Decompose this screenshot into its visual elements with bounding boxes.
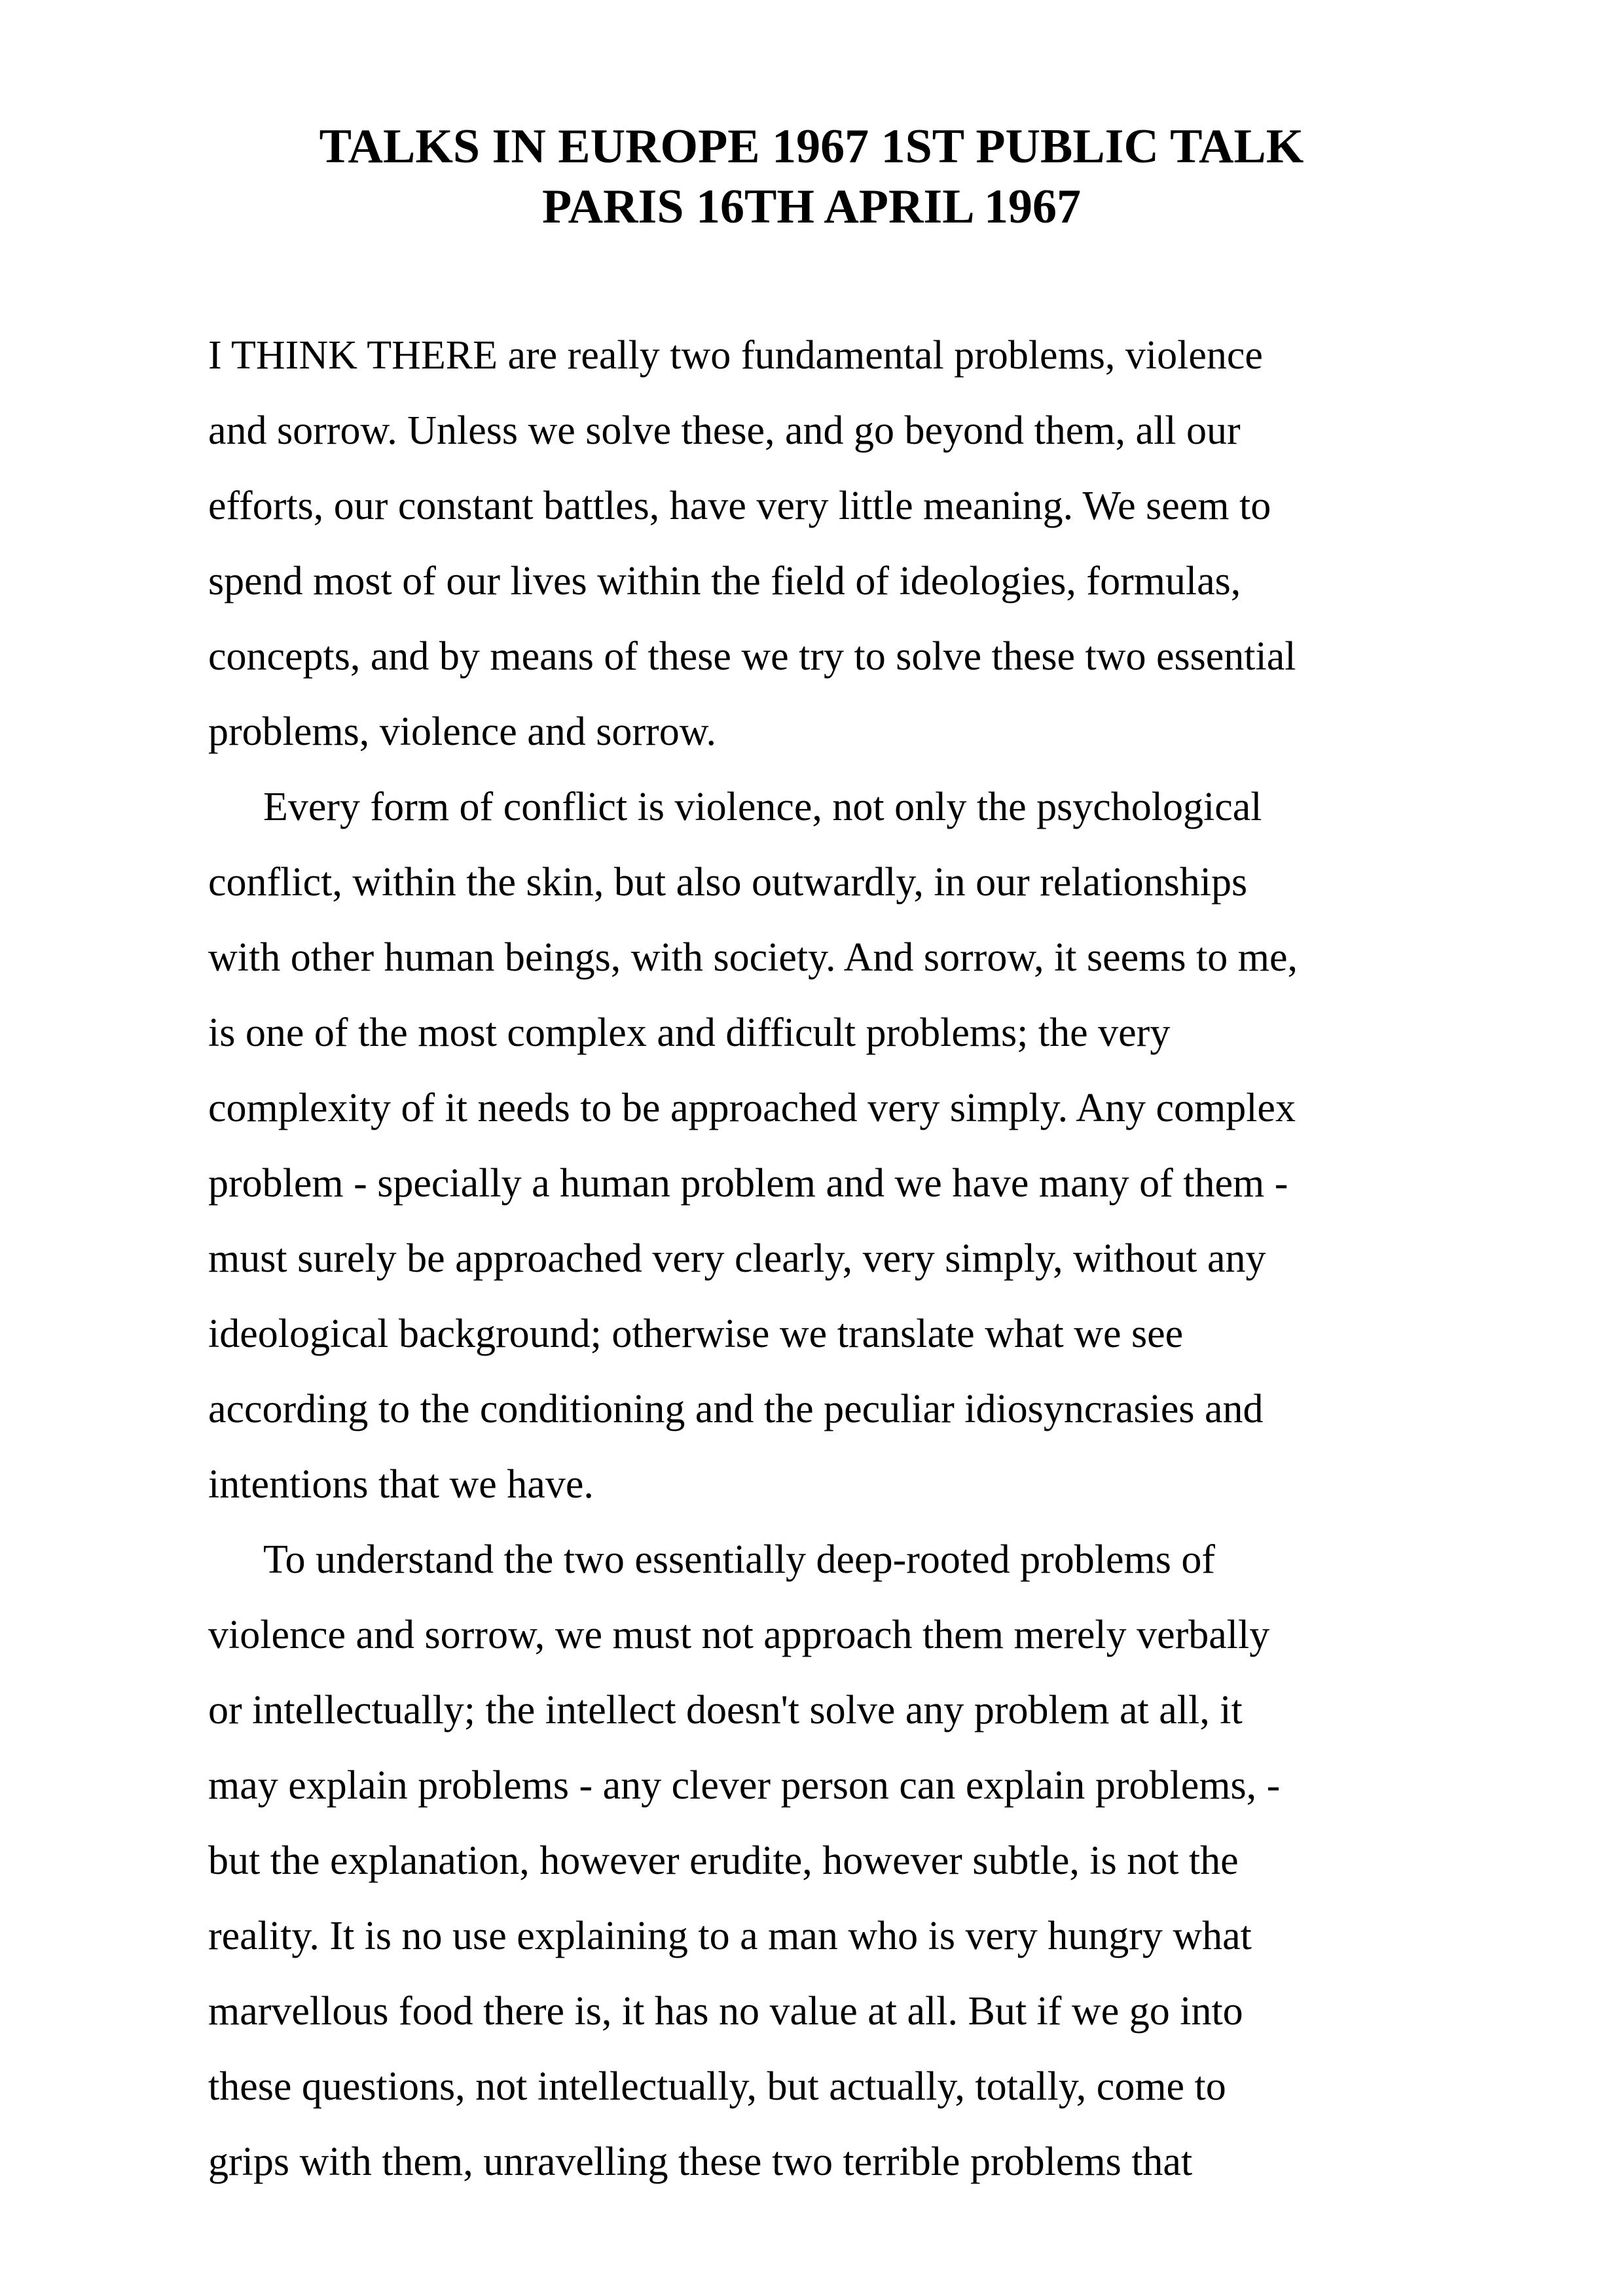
text-line: with other human beings, with society. And sorrow, it seems to me, (208, 935, 1298, 980)
text-line: ideological background; otherwise we translate what we see (208, 1312, 1184, 1356)
text-line: violence and sorrow, we must not approach them merely verbally (208, 1613, 1270, 1657)
page-title (0, 117, 1623, 237)
text-line: grips with them, unravelling these two terrible problems that (208, 2140, 1193, 2184)
text-line: intentions that we have. (208, 1462, 594, 1507)
text-line: problem - specially a human problem and we have many of them - (208, 1161, 1288, 1206)
text-line: but the explanation, however erudite, however subtle, is not the (208, 1839, 1239, 1883)
text-line: complexity of it needs to be approached very simply. Any complex (208, 1086, 1296, 1130)
text-line: efforts, our constant battles, have very little meaning. We seem to (208, 484, 1271, 528)
text-line: reality. It is no use explaining to a man who is very hungry what (208, 1914, 1252, 1958)
paragraph-2 (208, 770, 1452, 1522)
text-line: according to the conditioning and the peculiar idiosyncrasies and (208, 1387, 1264, 1431)
text-line: To understand the two essentially deep-rooted problems of (263, 1537, 1216, 1582)
paragraph-3 (208, 1522, 1452, 2200)
title-line: PARIS 16TH APRIL 1967 (541, 180, 1082, 234)
text-line: and sorrow. Unless we solve these, and go beyond them, all our (208, 408, 1241, 453)
title-line: TALKS IN EUROPE 1967 1ST PUBLIC TALK (319, 120, 1304, 173)
text-line: may explain problems - any clever person can explain problems, - (208, 1763, 1281, 1808)
text-line: problems, violence and sorrow. (208, 709, 716, 754)
paragraph-1 (208, 318, 1452, 770)
text-line: must surely be approached very clearly, very simply, without any (208, 1236, 1266, 1281)
text-line: marvellous food there is, it has no value at all. But if we go into (208, 1989, 1243, 2034)
text-line: spend most of our lives within the field of ideologies, formulas, (208, 559, 1241, 603)
text-line: these questions, not intellectually, but actually, totally, come to (208, 2064, 1226, 2109)
text-line: concepts, and by means of these we try to solve these two essential (208, 634, 1296, 679)
body-text (208, 318, 1452, 2200)
text-line: or intellectually; the intellect doesn't solve any problem at all, it (208, 1688, 1243, 1732)
text-line: Every form of conflict is violence, not only the psychological (263, 785, 1262, 829)
text-line: conflict, within the skin, but also outwardly, in our relationships (208, 860, 1248, 905)
text-line: I THINK THERE are really two fundamental problems, violence (208, 333, 1263, 378)
text-line: is one of the most complex and difficult problems; the very (208, 1011, 1171, 1055)
